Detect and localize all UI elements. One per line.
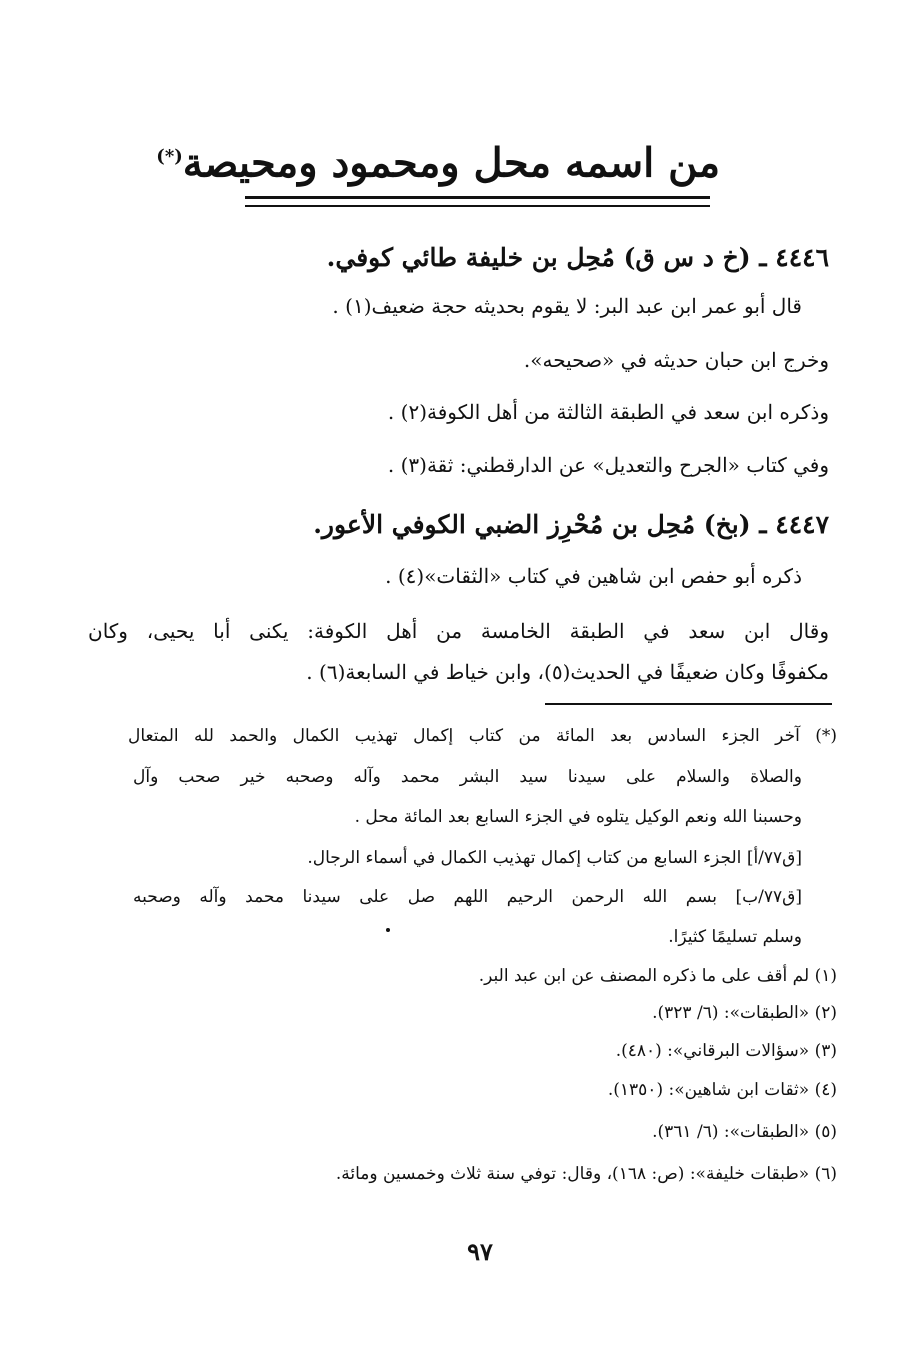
footnote-2: (٢) «الطبقات»: (٦/ ٣٢٣). [652,1003,837,1023]
entry-4447-line: وقال ابن سعد في الطبقة الخامسة من أهل الكوفة: يكنى أبا يحيى، وكان [88,619,829,643]
chapter-title-marker: (*) [156,146,183,167]
page-number: ٩٧ [467,1237,493,1266]
entry-4447-line: مكفوفًا وكان ضعيفًا في الحديث(٥)، وابن خياط في السابعة(٦) . [306,660,829,684]
entry-4447-line: ذكره أبو حفص ابن شاهين في كتاب «الثقات»(٤) . [385,564,802,588]
footnote-star-line: والصلاة والسلام على سيدنا سيد البشر محمد وآله وصحبه خير صحب وآل [133,767,802,787]
footnote-star-line: وسلم تسليمًا كثيرًا. [668,927,802,947]
footnote-star-line: (*) آخر الجزء السادس بعد المائة من كتاب إكمال تهذيب الكمال والحمد لله المتعال [128,726,837,746]
entry-4446-line: قال أبو عمر ابن عبد البر: لا يقوم بحديثه حجة ضعيف(١) . [332,294,802,318]
footnote-separator [545,703,832,705]
footnote-5: (٥) «الطبقات»: (٦/ ٣٦١). [652,1122,837,1142]
footnote-1: (١) لم أقف على ما ذكره المصنف عن ابن عبد البر. [478,966,837,986]
entry-heading-4446: ٤٤٤٦ ـ (خ د س ق) مُحِل بن خليفة طائي كوفي. [326,243,829,272]
footnote-star-line: [ق٧٧/أ] الجزء السابع من كتاب إكمال تهذيب الكمال في أسماء الرجال. [307,848,802,868]
entry-4446-line: وخرج ابن حبان حديثه في «صحيحه». [523,348,829,372]
entry-4446-line: وفي كتاب «الجرح والتعديل» عن الدارقطني: ثقة(٣) . [387,453,829,477]
footnote-4: (٤) «ثقات ابن شاهين»: (١٣٥٠). [607,1080,837,1100]
chapter-title [156,128,720,192]
ink-dot [386,928,390,932]
chapter-title-text: من اسمه محل ومحمود ومحيصة [182,139,720,187]
footnote-3: (٣) «سؤالات البرقاني»: (٤٨٠). [615,1041,837,1061]
title-underline [245,196,710,207]
entry-heading-4447: ٤٤٤٧ ـ (بخ) مُحِل بن مُحْرِز الضبي الكوفي الأعور. [313,510,829,539]
footnote-star-line: [ق٧٧/ب] بسم الله الرحمن الرحيم اللهم صل على سيدنا محمد وآله وصحبه [133,887,802,907]
footnote-star-line: وحسبنا الله ونعم الوكيل يتلوه في الجزء السابع بعد المائة محل . [354,807,802,827]
footnote-6: (٦) «طبقات خليفة»: (ص: ١٦٨)، وقال: توفي سنة ثلاث وخمسين ومائة. [335,1164,837,1184]
entry-4446-line: وذكره ابن سعد في الطبقة الثالثة من أهل الكوفة(٢) . [387,400,829,424]
